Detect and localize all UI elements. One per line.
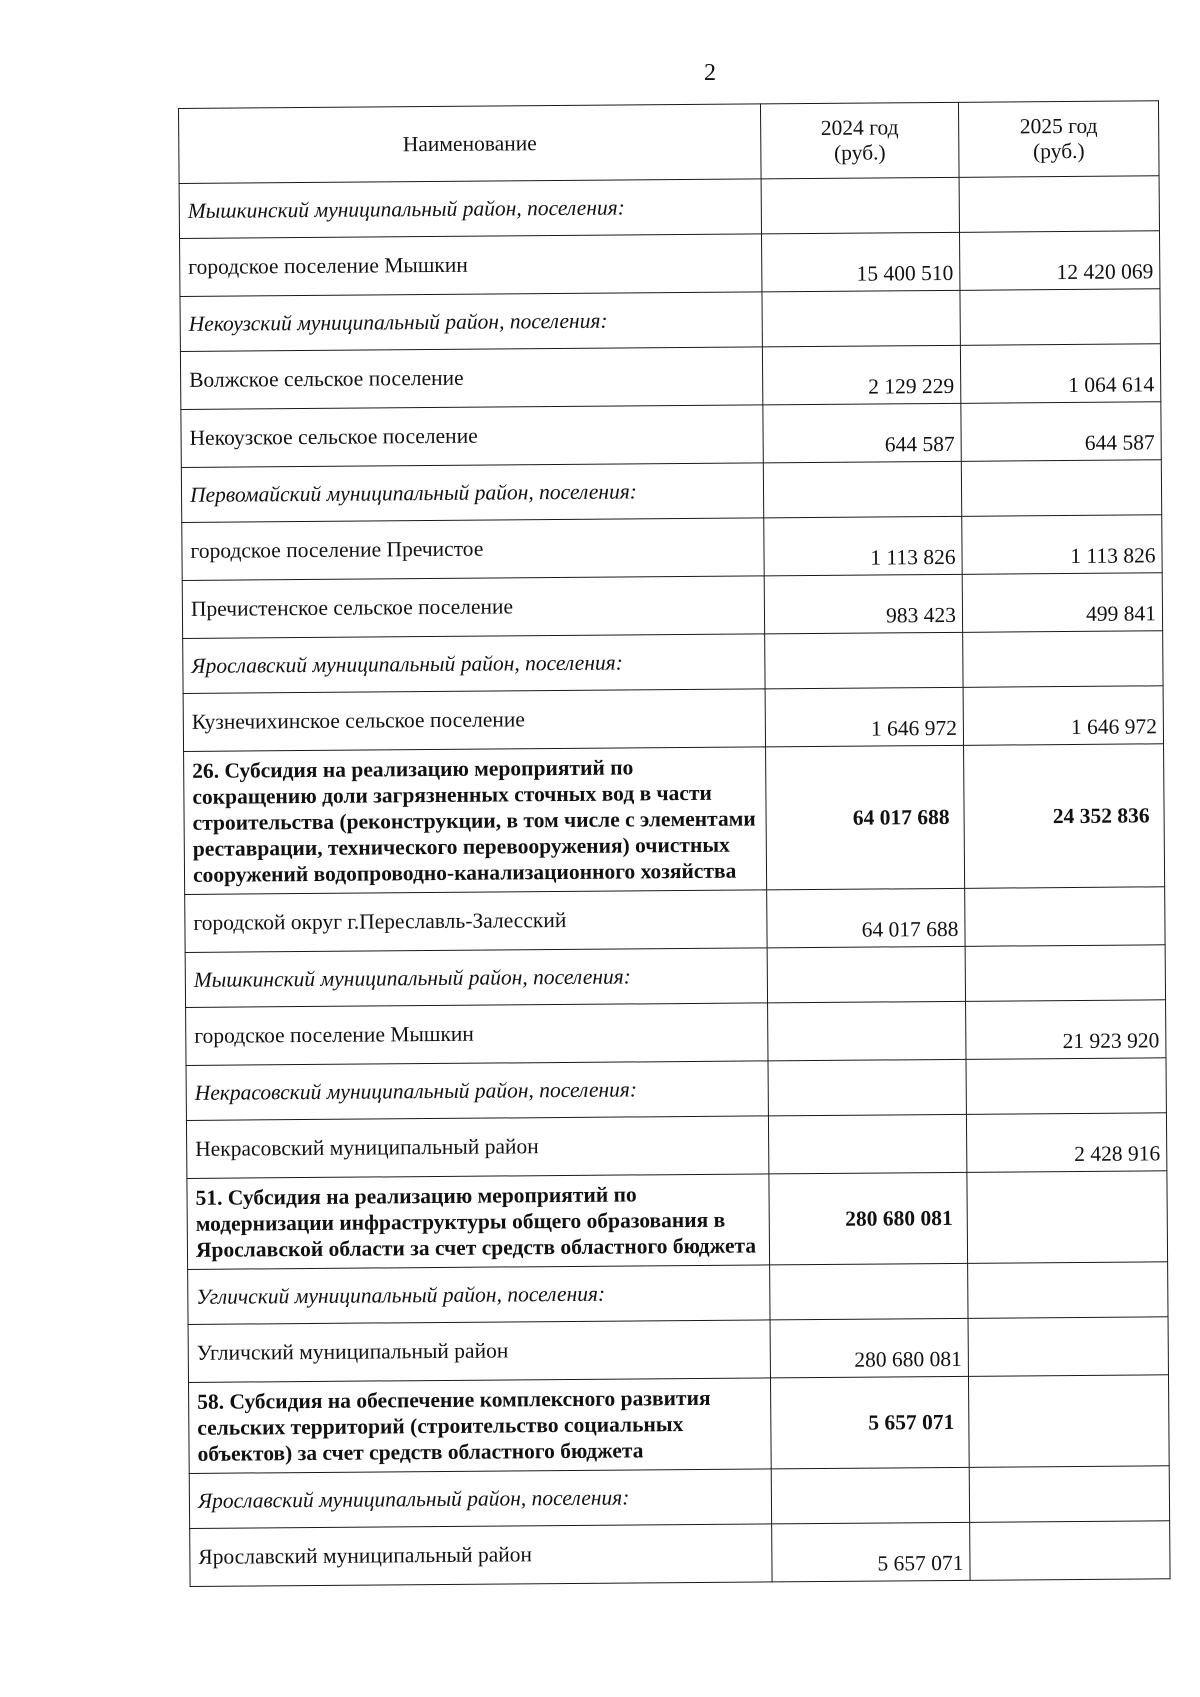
value-2024: 1 646 972: [765, 687, 963, 747]
value-2025: [965, 945, 1165, 1002]
row-name: 26. Субсидия на реализацию мероприятий по сокращению доли загрязненных сточных вод в части строительства (реконструкции, в том числе с элементами реставрации, технического перевооружения) очистных сооружений водопроводно-канализационного хозяйства: [184, 747, 767, 895]
district-header-row: [189, 1466, 1169, 1529]
header-2025-year: 2025 год: [1019, 113, 1098, 139]
value-2024: [763, 461, 961, 518]
value-2024: 5 657 071: [772, 1522, 970, 1582]
value-2024: [761, 177, 959, 234]
table-row: [183, 686, 1163, 752]
value-2025: 21 923 920: [966, 1000, 1166, 1060]
row-name: Мышкинский муниципальный район, поселения:: [185, 948, 767, 1008]
table-row: [182, 573, 1162, 639]
header-2024-year: 2024 год: [820, 115, 899, 140]
header-2024: [760, 102, 959, 179]
value-2025: 499 841: [962, 573, 1162, 633]
row-name: городское поселение Мышкин: [180, 234, 762, 297]
value-2025: 2 428 916: [966, 1113, 1166, 1173]
table-row: [181, 402, 1161, 468]
subsidy-table: [178, 100, 1171, 1587]
value-2024: [771, 1467, 969, 1524]
value-2025: 644 587: [961, 402, 1161, 462]
page-number: 2: [704, 60, 716, 86]
row-name: Некоузское сельское поселение: [181, 405, 763, 468]
value-2025: 1 646 972: [963, 686, 1163, 746]
value-2024: 15 400 510: [762, 232, 960, 292]
table-row: [186, 1000, 1166, 1066]
header-2025: [958, 101, 1159, 178]
table-row: [180, 231, 1160, 297]
value-2025: [966, 1058, 1166, 1115]
row-name: городской округ г.Переславль-Залесский: [185, 890, 767, 953]
value-2025: [961, 460, 1161, 517]
value-2025: [963, 631, 1163, 688]
header-name: Наименование: [179, 104, 762, 184]
value-2025: 1 113 826: [962, 515, 1162, 575]
header-2024-unit: (руб.): [833, 140, 886, 165]
subsidy-table-wrapper: [178, 100, 1170, 1587]
value-2024: 280 680 081: [770, 1318, 968, 1378]
table-row: [180, 344, 1160, 410]
district-header-row: [188, 1262, 1168, 1325]
value-2024: [762, 290, 960, 347]
row-name: Ярославский муниципальный район, поселения:: [189, 1469, 771, 1529]
value-2024: 644 587: [763, 403, 961, 463]
value-2024: 2 129 229: [762, 345, 960, 405]
district-header-row: [185, 945, 1165, 1008]
value-2024: [768, 1114, 966, 1174]
row-name: Первомайский муниципальный район, поселения:: [181, 463, 763, 523]
row-name: 51. Субсидия на реализацию мероприятий по модернизации инфраструктуры общего образования в Ярославской области за счет средств областного бюджета: [187, 1174, 770, 1270]
row-name: городское поселение Мышкин: [186, 1003, 768, 1066]
table-row: [188, 1317, 1168, 1383]
value-2025: [968, 1262, 1168, 1319]
row-name: Некоузский муниципальный район, поселения:: [180, 292, 762, 352]
table-header-row: [179, 101, 1160, 184]
value-2025: 12 420 069: [960, 231, 1160, 291]
row-name: Некрасовский муниципальный район, поселения:: [186, 1061, 768, 1121]
value-2024: 64 017 688: [767, 888, 965, 948]
row-name: Пречистенское сельское поселение: [182, 576, 764, 639]
table-row: [185, 887, 1165, 953]
row-name: Ярославский муниципальный район, поселения:: [183, 634, 765, 694]
value-2025: [967, 1171, 1168, 1264]
value-2025: [965, 887, 1165, 947]
table-row: [182, 515, 1162, 581]
value-2025: [959, 176, 1159, 233]
subsidy-row: [189, 1375, 1170, 1474]
row-name: Мышкинский муниципальный район, поселения:: [179, 179, 761, 239]
subsidy-row: [184, 744, 1165, 895]
row-name: городское поселение Пречистое: [182, 518, 764, 581]
value-2024: 64 017 688: [766, 745, 965, 890]
row-name: Угличский муниципальный район: [188, 1320, 770, 1383]
row-name: Угличский муниципальный район, поселения:: [188, 1265, 770, 1325]
value-2024: 983 423: [764, 574, 962, 634]
value-2024: [765, 632, 963, 689]
value-2025: 1 064 614: [960, 344, 1160, 404]
district-header-row: [180, 289, 1160, 352]
value-2025: [969, 1466, 1169, 1523]
value-2025: [968, 1375, 1169, 1468]
value-2025: [970, 1521, 1170, 1581]
value-2024: 280 680 081: [769, 1172, 968, 1265]
row-name: 58. Субсидия на обеспечение комплексного развития сельских территорий (строительство социальных объектов) за счет средств областного бюджета: [189, 1378, 772, 1474]
value-2024: [767, 946, 965, 1003]
value-2024: 5 657 071: [770, 1376, 969, 1469]
row-name: Волжское сельское поселение: [180, 347, 762, 410]
value-2024: [770, 1263, 968, 1320]
district-header-row: [186, 1058, 1166, 1121]
value-2025: [968, 1317, 1168, 1377]
subsidy-row: [187, 1171, 1168, 1270]
value-2024: [768, 1059, 966, 1116]
district-header-row: [181, 460, 1161, 523]
row-name: Кузнечихинское сельское поселение: [183, 689, 765, 752]
district-header-row: [183, 631, 1163, 694]
value-2025: 24 352 836: [964, 744, 1165, 889]
header-2025-unit: (руб.): [1032, 138, 1085, 164]
value-2024: 1 113 826: [764, 516, 962, 576]
value-2025: [960, 289, 1160, 346]
row-name: Некрасовский муниципальный район: [186, 1116, 768, 1179]
table-body: [179, 176, 1170, 1587]
table-row: [186, 1113, 1166, 1179]
district-header-row: [179, 176, 1159, 239]
value-2024: [768, 1001, 966, 1061]
row-name: Ярославский муниципальный район: [190, 1524, 772, 1587]
table-row: [190, 1521, 1170, 1587]
